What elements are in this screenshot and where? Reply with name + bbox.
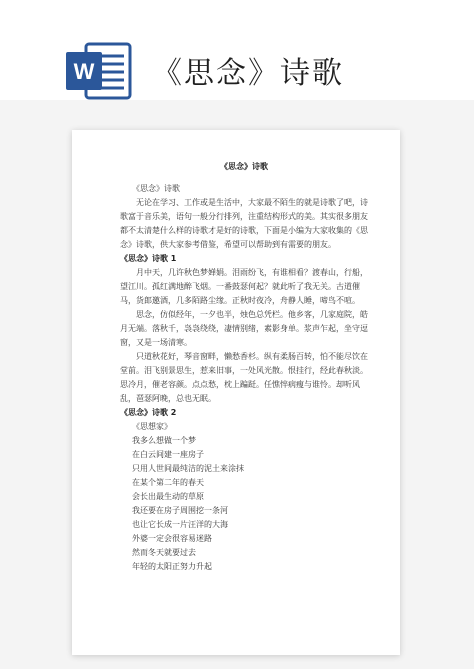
- poem-line: 年轻的太阳正努力升起: [132, 562, 212, 571]
- word-document-icon: [64, 40, 134, 102]
- section-1-heading: 《思念》诗歌 1: [120, 254, 177, 263]
- poem-line: 会长出最生动的草原: [132, 492, 204, 501]
- poem-line: 外婆一定会很容易迷路: [132, 534, 212, 543]
- poem-line: 在白云间建一座房子: [132, 450, 204, 459]
- document-page: [72, 130, 400, 655]
- poem-line: 然而冬天就要过去: [132, 548, 196, 557]
- poem-line: 在某个第二年的春天: [132, 478, 204, 487]
- intro-heading: 《思念》诗歌: [132, 184, 180, 193]
- poem-line: 也让它长成一片汪洋的大海: [132, 520, 228, 529]
- section-2-heading: 《思念》诗歌 2: [120, 408, 177, 417]
- document-title: 《思念》诗歌: [220, 162, 268, 171]
- section-1-paragraph-1: 月中天，几许秋色梦婵娟。泪雨纷飞，有谁相看？渡春山，行船，望江川。孤红满地醉飞烟。一番鼓瑟何起？就此听了我无关。古道催马，货郎邀酒，几多陌路尘缘。正秋时夜冷，舟静人睡，啼鸟不喧。: [120, 268, 368, 305]
- section-1-paragraph-2: 思念，仿似经年，一夕也半，烛色总凭栏。他乡客，几家庭院，皓月无端。落秋千，袅袅绕绕，凄情别绪，素影身单。浆声乍起，坐守逗窗，又是一场清寒。: [120, 310, 368, 347]
- page-title: 《思念》诗歌: [152, 56, 344, 91]
- header: [0, 0, 474, 100]
- poem-line: 只用人世间最纯洁的泥土来涂抹: [132, 464, 244, 473]
- document-content: [120, 160, 368, 574]
- section-2-subheading: 《思想家》: [132, 422, 172, 431]
- section-1-paragraph-3: 只道秋花好，琴音窗畔，懒愁香杉。纵有柔肠百转，怕不能尽饮在堂前。泪飞别景思生，惹来旧事，一处风光散。恨挂行，经此春秋淡。思冷月，催老容颜。点点愁，枕上蹁跹。任憔悴病瘦与谁怜。却听风乱，琶瑟阿晚，总也无眠。: [120, 352, 368, 403]
- poem-line: 我还要在房子周围挖一条河: [132, 506, 228, 515]
- poem-line: 我多么想做一个梦: [132, 436, 196, 445]
- intro-paragraph: 无论在学习、工作或是生活中，大家最不陌生的就是诗歌了吧，诗歌富于音乐美，语句一般分行排列，注重结构形式的美。其实很多朋友都不太清楚什么样的诗歌才是好的诗歌，下面是小编为大家收集的《思念》诗歌，供大家参考借鉴，希望可以帮助到有需要的朋友。: [120, 198, 368, 249]
- word-icon-letter: W: [73, 59, 95, 84]
